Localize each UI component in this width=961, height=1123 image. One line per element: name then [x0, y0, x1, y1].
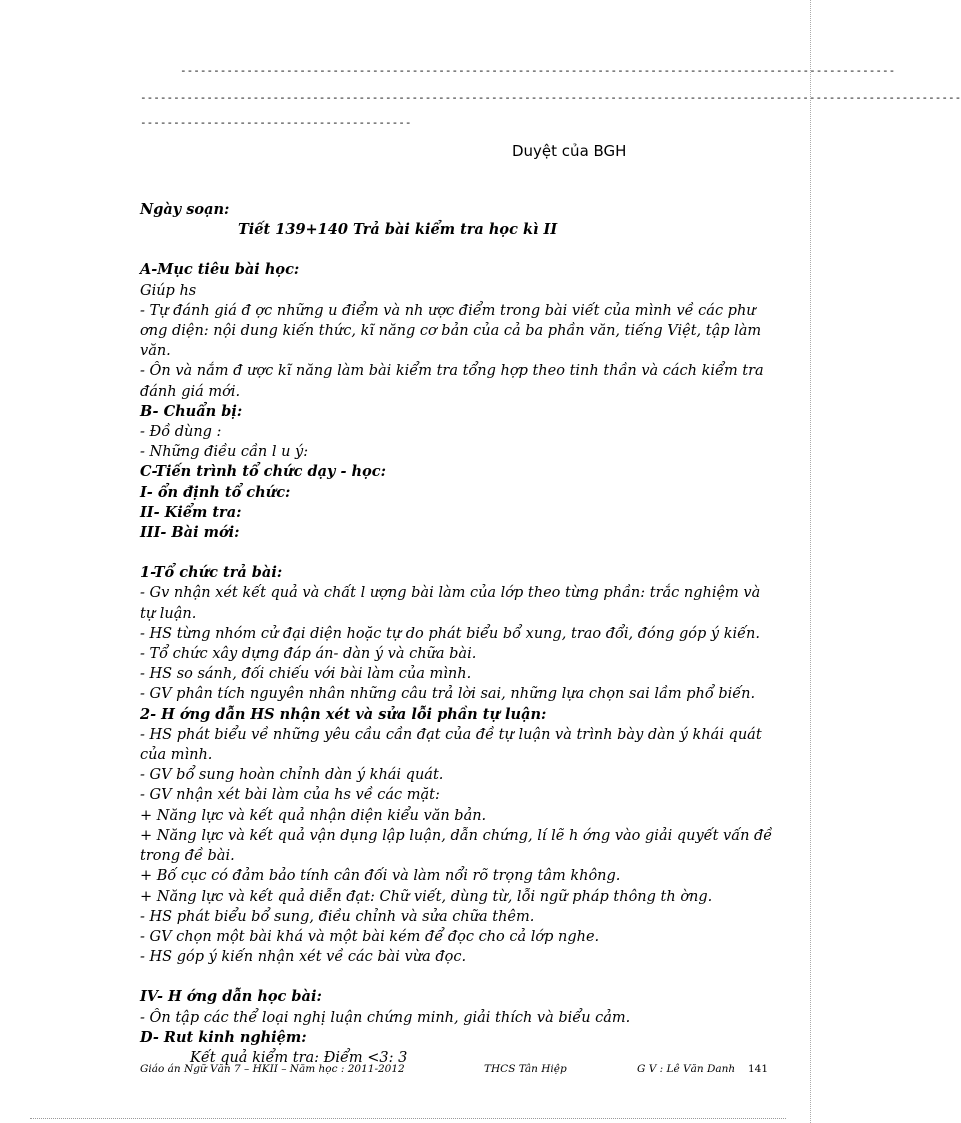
- lesson-plan-body: [140, 200, 780, 1068]
- section-heading: A-Mục tiêu bài học:: [140, 261, 300, 279]
- lesson-title: Tiết 139+140 Trả bài kiểm tra học kì II: [238, 221, 558, 239]
- body-line: - Gv nhận xét kết quả và chất l ượng bài làm của lớp theo từng phần: trắc nghiệm và tự luận.: [140, 585, 761, 622]
- body-line: - Tự đánh giá đ ợc những u điểm và nh ược điểm trong bài viết của mình về các phư ơng diện: nội dung kiến thức, kĩ năng cơ bản của cả ba phần văn, tiếng Việt, tập làm văn.: [140, 302, 762, 360]
- body-line: + Năng lực và kết quả nhận diện kiểu văn bản.: [140, 807, 487, 824]
- section-heading: II- Kiểm tra:: [140, 503, 242, 521]
- body-line: - Những điều cần l u ý:: [140, 444, 309, 461]
- body-line: - HS góp ý kiến nhận xét về các bài vừa đọc.: [140, 949, 467, 966]
- body-line: - Ôn và nắm đ ược kĩ năng làm bài kiểm tra tổng hợp theo tinh thần và cách kiểm tra đánh giá mới.: [140, 363, 764, 400]
- body-line: - HS so sánh, đối chiếu với bài làm của mình.: [140, 666, 472, 683]
- separator-line-3: -----------------------------------------: [140, 116, 412, 129]
- body-line: - Ôn tập các thể loại nghị luận chứng minh, giải thích và biểu cảm.: [140, 1009, 631, 1026]
- body-line: - HS phát biểu về những yêu cầu cần đạt của đề tự luận và trình bày dàn ý khái quát của mình.: [140, 726, 762, 764]
- section-heading: III- Bài mới:: [140, 524, 240, 542]
- right-dotted-rule: [810, 0, 811, 1123]
- page-number: 141: [748, 1063, 769, 1075]
- body-line: - Đồ dùng :: [140, 424, 222, 441]
- lesson-sections: [140, 240, 780, 1068]
- date-label: Ngày soạn:: [140, 201, 230, 218]
- paragraph-gap: [140, 240, 780, 260]
- section-heading: D- Rut kinh nghiệm:: [140, 1028, 307, 1046]
- body-line: + Bố cục có đảm bảo tính cân đối và làm nổi rõ trọng tâm không.: [140, 868, 621, 885]
- section-heading: B- Chuẩn bị:: [140, 402, 243, 420]
- section-heading: 2- H ớng dẫn HS nhận xét và sửa lỗi phần tự luận:: [140, 705, 547, 723]
- footer-school: THCS Tân Hiệp: [484, 1063, 567, 1075]
- section-heading: 1-Tổ chức trả bài:: [140, 564, 283, 582]
- separator-line-2: ----------------------------------------------------------------------------------------------------------------------------: [140, 91, 961, 104]
- body-line: + Năng lực và kết quả diễn đạt: Chữ viết, dùng từ, lỗi ngữ pháp thông th ờng.: [140, 888, 713, 905]
- body-line: + Năng lực và kết quả vận dụng lập luận, dẫn chứng, lí lẽ h ớng vào giải quyết vấn đề trong đề bài.: [140, 827, 773, 865]
- paragraph-gap: [140, 967, 780, 987]
- body-line: Giúp hs: [140, 282, 197, 299]
- approval-label: Duyệt của BGH: [512, 142, 627, 160]
- footer-teacher: G V : Lê Văn Danh: [637, 1063, 736, 1075]
- footer-left: Giáo án Ngữ Văn 7 – HKII – Năm học : 2011-2012: [140, 1063, 405, 1075]
- body-line: - GV phân tích nguyên nhân những câu trả lời sai, những lựa chọn sai lầm phổ biến.: [140, 686, 756, 703]
- bottom-dotted-rule: [30, 1118, 786, 1119]
- body-line: - GV chọn một bài khá và một bài kém để đọc cho cả lớp nghe.: [140, 928, 600, 945]
- body-line: Kết quả kiểm tra: Điểm <3: 3: [190, 1049, 408, 1066]
- body-line: - HS phát biểu bổ sung, điều chỉnh và sửa chữa thêm.: [140, 908, 535, 925]
- body-line: - HS từng nhóm cử đại diện hoặc tự do phát biểu bổ xung, trao đổi, đóng góp ý kiến.: [140, 625, 760, 642]
- body-line: - GV bổ sung hoàn chỉnh dàn ý khái quát.: [140, 767, 444, 784]
- body-line: - GV nhận xét bài làm của hs về các mặt:: [140, 787, 440, 804]
- section-heading: I- ổn định tổ chức:: [140, 483, 291, 501]
- separator-line-1: ------------------------------------------------------------------------------------------------------------: [180, 64, 896, 77]
- section-heading: C-Tiến trình tổ chức dạy - học:: [140, 463, 386, 481]
- body-line: - Tổ chức xây dựng đáp án- dàn ý và chữa bài.: [140, 646, 477, 663]
- paragraph-gap: [140, 543, 780, 563]
- section-heading: IV- H ớng dẫn học bài:: [140, 988, 322, 1006]
